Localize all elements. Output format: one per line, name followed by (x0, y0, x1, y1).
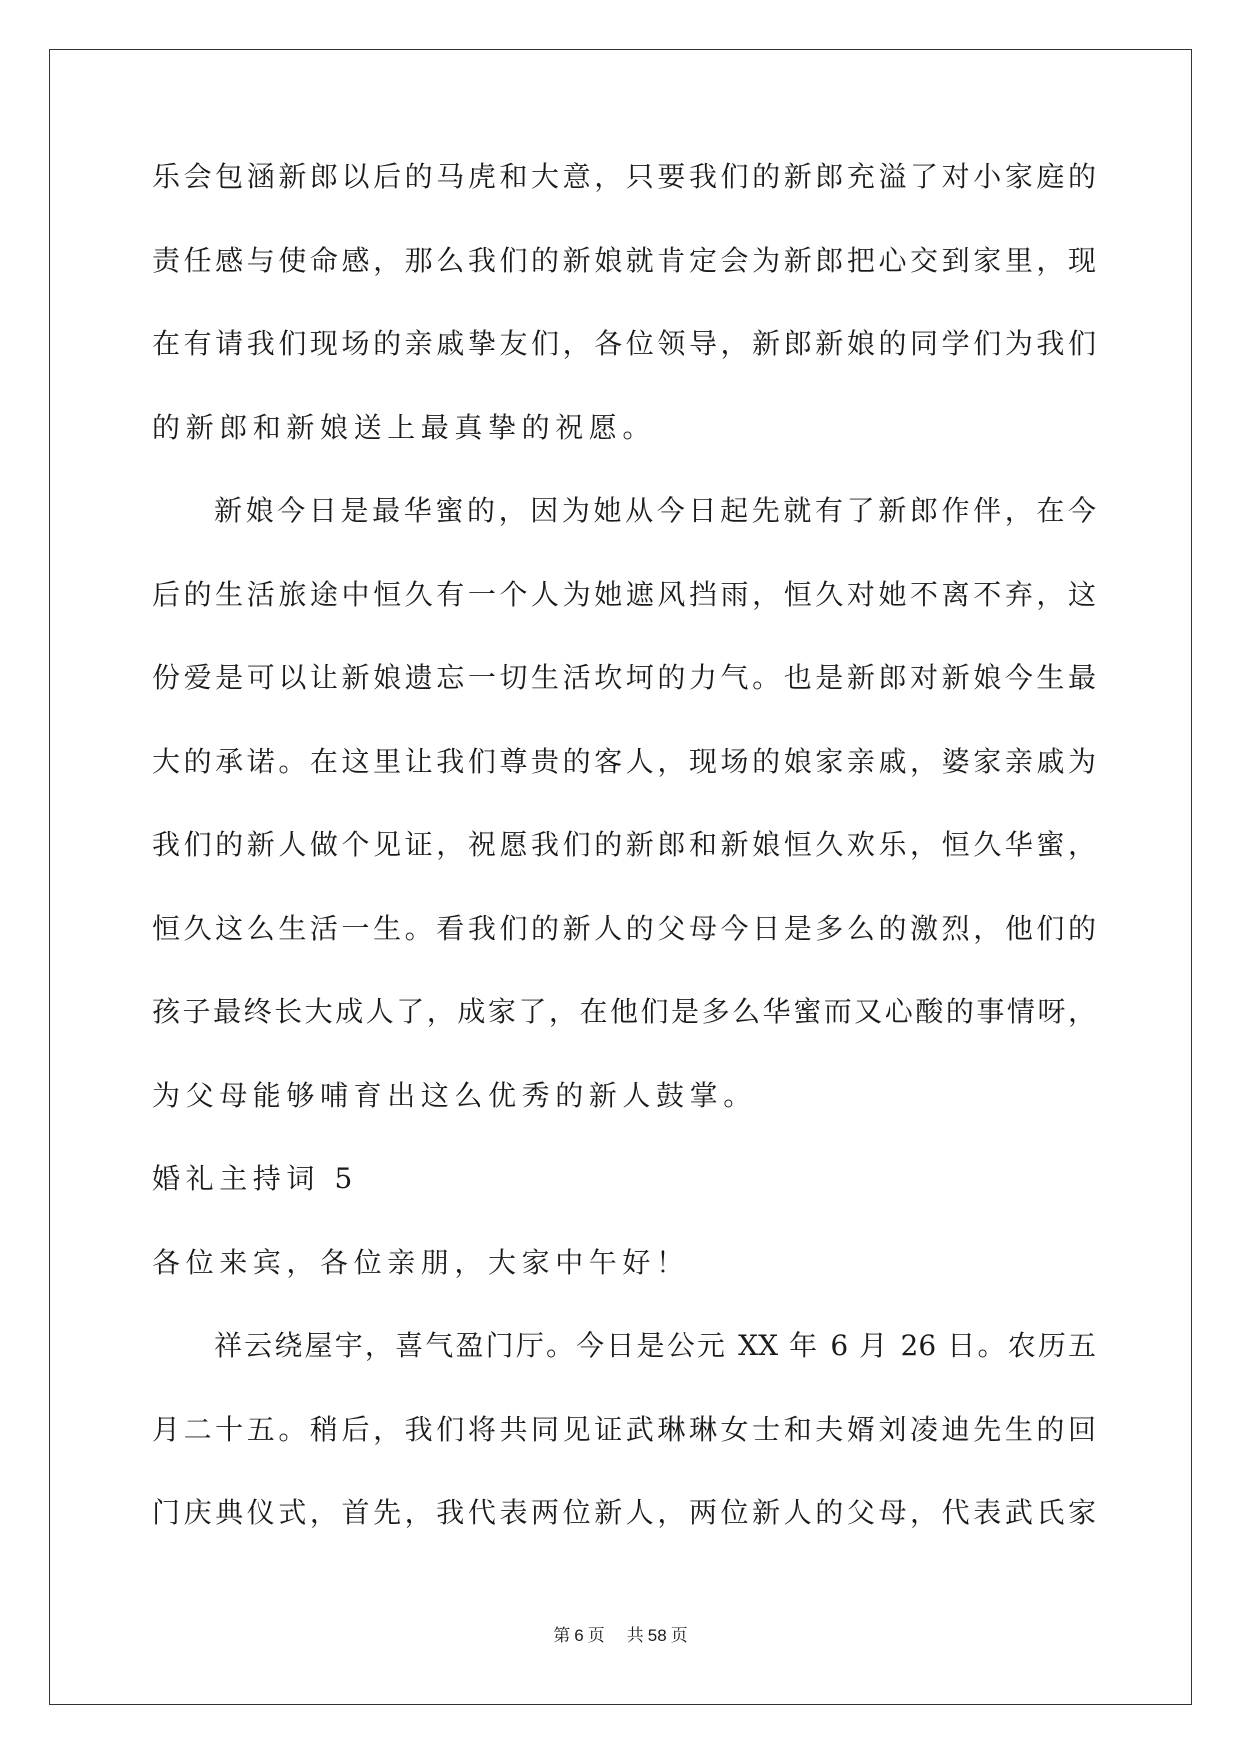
paragraph-line: 份爱是可以让新娘遗忘一切生活坎坷的力气。也是新郎对新娘今生最 (152, 661, 1096, 694)
paragraph-line: 的新郎和新娘送上最真挚的祝愿。 (152, 410, 657, 444)
paragraph-line: 恒久这么生活一生。看我们的新人的父母今日是多么的激烈，他们的 (152, 911, 1096, 945)
footer-prefix: 第 (553, 1626, 571, 1646)
paragraph-line: 新娘今日是最华蜜的，因为她从今日起先就有了新郎作伴，在今 (214, 494, 1096, 527)
paragraph-line: 为父母能够哺育出这么优秀的新人鼓掌。 (152, 1078, 757, 1112)
paragraph-line: 门庆典仪式，首先，我代表两位新人，两位新人的父母，代表武氏家 (152, 1496, 1096, 1529)
greeting-line: 各位来宾，各位亲朋，大家中午好！ (152, 1245, 690, 1279)
paragraph-line: 责任感与使命感，那么我们的新娘就肯定会为新郎把心交到家里，现 (152, 243, 1096, 277)
page-footer (0, 1625, 1241, 1647)
footer-page-suffix: 页 (587, 1626, 605, 1646)
section-heading: 婚礼主持词 5 (152, 1162, 358, 1195)
paragraph-line: 孩子最终长大成人了，成家了，在他们是多么华蜜而又心酸的事情呀， (152, 995, 1096, 1028)
page-number: 6 (574, 1626, 584, 1645)
footer-total-prefix: 共 (626, 1626, 644, 1646)
paragraph-line: 祥云绕屋宇，喜气盈门厅。今日是公元 XX 年 6 月 26 日。农历五 (214, 1329, 1096, 1362)
paragraph-line: 月二十五。稍后，我们将共同见证武琳琳女士和夫婿刘凌迪先生的回 (152, 1412, 1096, 1446)
total-pages: 58 (647, 1626, 667, 1645)
footer-total-suffix: 页 (670, 1626, 688, 1646)
paragraph-line: 在有请我们现场的亲戚挚友们，各位领导，新郎新娘的同学们为我们 (152, 327, 1096, 360)
paragraph-line: 乐会包涵新郎以后的马虎和大意，只要我们的新郎充溢了对小家庭的 (152, 160, 1096, 193)
paragraph-line: 后的生活旅途中恒久有一个人为她遮风挡雨，恒久对她不离不弃，这 (152, 577, 1096, 611)
paragraph-line: 我们的新人做个见证，祝愿我们的新郎和新娘恒久欢乐，恒久华蜜， (152, 828, 1096, 861)
paragraph-line: 大的承诺。在这里让我们尊贵的客人，现场的娘家亲戚，婆家亲戚为 (152, 744, 1096, 778)
document-body (152, 160, 1096, 1580)
